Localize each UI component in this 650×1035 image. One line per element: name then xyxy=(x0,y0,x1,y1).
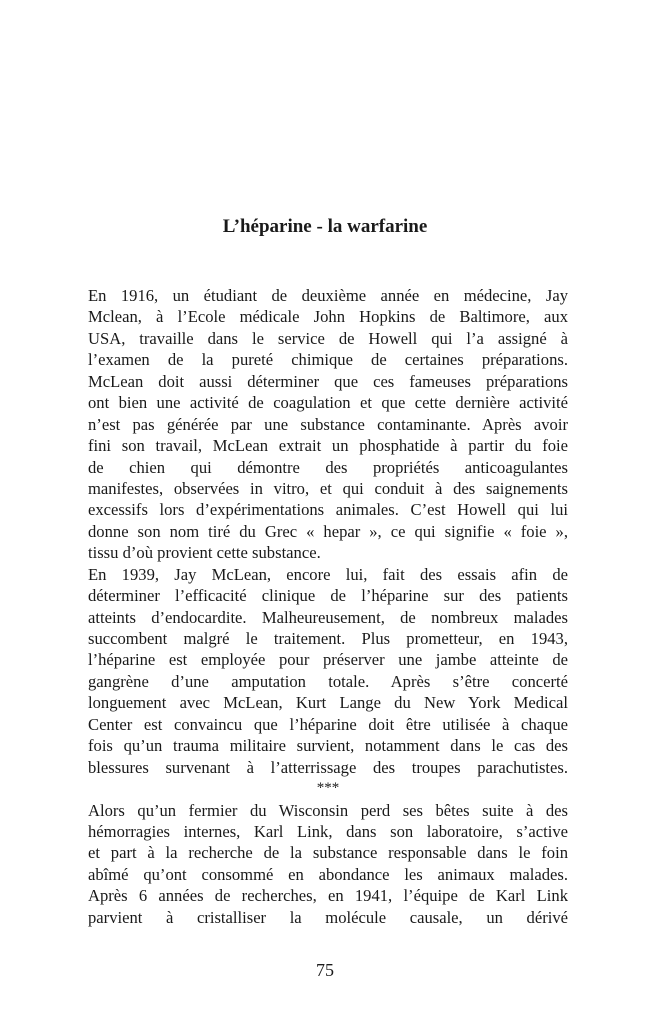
text-line: En 1939, Jay McLean, encore lui, fait des essais afin de xyxy=(88,564,568,584)
text-line: Après 6 années de recherches, en 1941, l’équipe de Karl Link xyxy=(88,886,568,906)
text-line: fini son travail, McLean extrait un phosphatide à partir du foie xyxy=(88,436,568,456)
text-line: longuement avec McLean, Kurt Lange du New York Medical xyxy=(88,693,568,713)
page-number: 75 xyxy=(316,960,334,980)
text-line: n’est pas générée par une substance contaminante. Après avoir xyxy=(88,414,568,434)
text-line: Center est convaincu que l’héparine doit être utilisée à chaque xyxy=(88,714,568,734)
text-line: parvient à cristalliser la molécule causale, un dérivé xyxy=(88,907,568,927)
text-line: manifestes, observées in vitro, et qui conduit à des saignements xyxy=(88,478,568,498)
text-line: atteints d’endocardite. Malheureusement, de nombreux malades xyxy=(88,607,568,627)
text-line: excessifs lors d’expérimentations animales. C’est Howell qui lui xyxy=(88,500,568,520)
body-text xyxy=(88,285,568,928)
text-line: blessures survenant à l’atterrissage des troupes parachutistes. xyxy=(88,757,568,777)
text-line: abîmé qu’ont consommé en abondance les animaux malades. xyxy=(88,864,568,884)
chapter-title: L’héparine - la warfarine xyxy=(222,216,428,237)
section-separator: *** xyxy=(316,780,340,797)
text-line: McLean doit aussi déterminer que ces fameuses préparations xyxy=(88,371,568,391)
text-line: de chien qui démontre des propriétés anticoagulantes xyxy=(88,457,568,477)
text-line: fois qu’un trauma militaire survient, notamment dans le cas des xyxy=(88,736,568,756)
text-line: Mclean, à l’Ecole médicale John Hopkins de Baltimore, aux xyxy=(88,307,568,327)
text-line: USA, travaille dans le service de Howell qui l’a assigné à xyxy=(88,328,568,348)
text-line: En 1916, un étudiant de deuxième année en médecine, Jay xyxy=(88,286,568,305)
text-line: tissu d’où provient cette substance. xyxy=(88,543,321,563)
text-line: gangrène d’une amputation totale. Après s’être concerté xyxy=(88,671,568,691)
text-line: l’héparine est employée pour préserver une jambe atteinte de xyxy=(88,650,568,670)
text-line: déterminer l’efficacité clinique de l’héparine sur des patients xyxy=(88,586,568,606)
text-line: succombent malgré le traitement. Plus prometteur, en 1943, xyxy=(88,629,568,648)
text-line: ont bien une activité de coagulation et que cette dernière activité xyxy=(88,393,568,413)
text-line: donne son nom tiré du Grec « hepar », ce qui signifie « foie », xyxy=(88,521,568,541)
text-line: l’examen de la pureté chimique de certaines préparations. xyxy=(88,350,568,370)
text-line: et part à la recherche de la substance responsable dans le foin xyxy=(88,843,568,863)
text-line: Alors qu’un fermier du Wisconsin perd ses bêtes suite à des xyxy=(88,800,568,820)
text-line: hémorragies internes, Karl Link, dans son laboratoire, s’active xyxy=(88,821,568,841)
